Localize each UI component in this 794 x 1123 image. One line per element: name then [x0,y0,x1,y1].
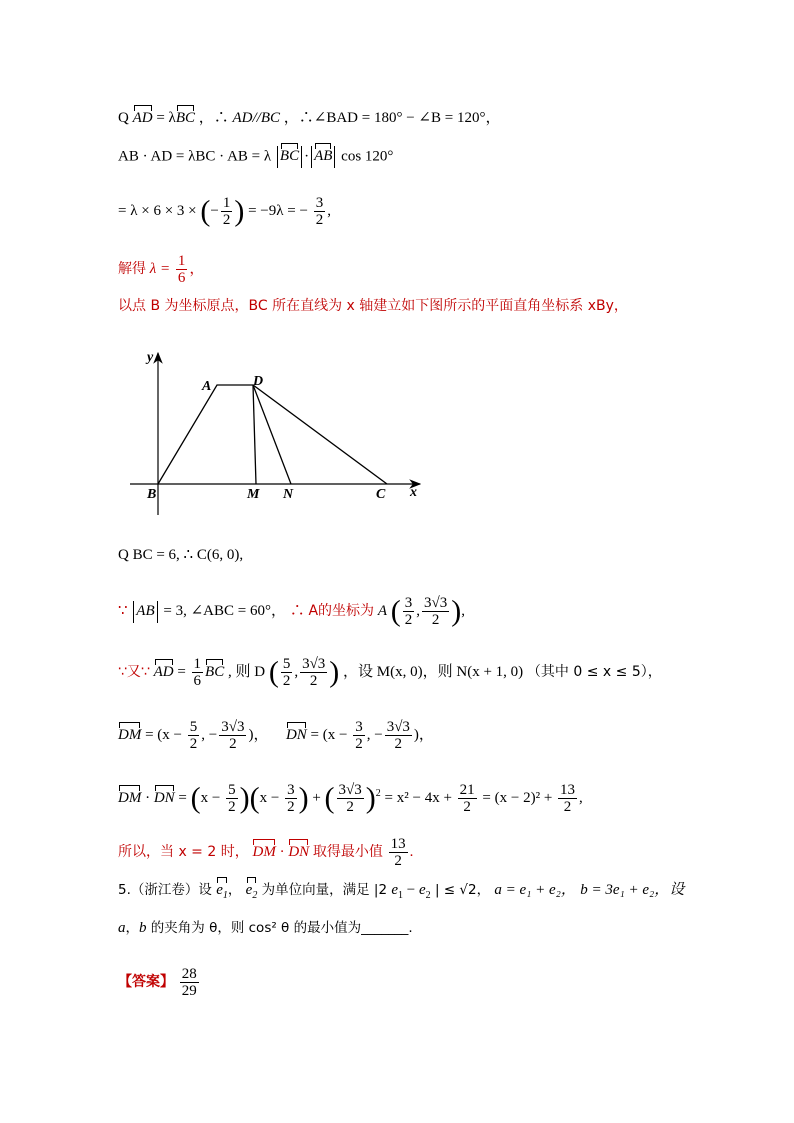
vector-ad: AD [132,110,153,126]
abs-ab: AB [136,602,155,619]
neg-half-num: 1 [222,195,231,211]
therefore-symbol: ∴ [289,602,305,619]
step-2: AB · AD = λBC · AB = λ BC · AB cos 120° [118,146,393,168]
p5-comma: ， [227,882,242,898]
c-num: 3√3 [338,782,362,798]
p5-intro: 5.（浙江卷）设 [118,882,212,898]
dn-y-den: 2 [394,736,403,752]
step-11: 所以，当 x = 2 时， DM · DN 取得最小值 $\frac{13}{2}$ . [118,836,414,869]
p5-condition-a: 为单位向量，满足 |2 [261,882,388,898]
dot-product-lhs: AB · AD = λBC · AB = λ [118,148,272,165]
p5-question: 的夹角为 θ，则 cos² θ 的最小值为_______. [150,920,413,936]
cos-term: cos 120° [341,148,394,165]
step-10: DM · DN = (x − $\frac{5}{2}$ )(x − $\frac{3}{2}$ ) + ( $\frac{3√3}{2}$ )$^2$ = x² − 4x + $\frac{21}{2}$ = (x − 2)² + $\frac{13}{2}$ , [118,781,583,815]
step-5: 以点 B 为坐标原点，BC 所在直线为 x 轴建立如下图所示的平面直角坐标系 xBy， [118,298,628,314]
ratio-den: 6 [193,673,202,689]
step8-eq: = [177,663,186,680]
dm-x-den: 2 [189,736,198,752]
step-9: DM = (x − $\frac{5}{2}$ , − $\frac{3√3}{2}$ )， DN = (x − $\frac{3}{2}$ , − $\frac{3√3}{2}$ )， [118,719,434,752]
label-m: M [247,487,260,502]
step-3: = λ × 6 × 3 × (− $\frac{1}{2}$ ) = −9λ = − $\frac{3}{2}$ , [118,194,331,228]
v-num: 13 [560,782,576,798]
problem-5-line2: a，b 的夹角为 θ，则 cos² θ 的最小值为_______. [118,920,413,936]
ratio-num: 1 [193,656,202,672]
a-num: 5 [228,782,236,798]
segment-dm [253,385,256,484]
label-y: y [147,350,154,365]
b-den: 2 [287,799,295,815]
step3-suffix: , [327,202,331,219]
label-d: D [253,374,264,389]
then-d: , 则 D [227,663,266,680]
vector-dn-2: DN [153,789,175,806]
dn-y-num: 3√3 [386,719,410,735]
result-num: 3 [315,195,324,211]
conclusion-text1: 所以，当 x = 2 时， [118,843,249,860]
x-range: （其中 0 ≤ x ≤ 5）， [526,663,662,680]
dm-x-num: 5 [189,719,198,735]
trapezoid-figure [125,345,435,520]
angle-equation: ∠BAD = 180° − ∠B = 120° [313,110,486,126]
point-a: A [377,602,387,619]
q-den: 2 [463,799,471,815]
answer-label: 【答案】 [118,973,174,990]
ay-num: 3√3 [423,595,448,611]
vector-dm: DM [118,726,142,743]
b-num: 3 [287,782,295,798]
step10-suffix: , [579,789,583,806]
vector-dn-3: DN [288,843,310,860]
set-m: ，设 M(x, 0)，则 N(x + 1, 0) [343,663,524,680]
dm-mid: , − [201,726,218,743]
label-b: B [147,487,157,502]
c-den: 2 [346,799,354,815]
vector-dm-2: DM [118,789,142,806]
a-den: 2 [228,799,236,815]
dy-num: 3√3 [302,656,326,672]
coord-label: A的坐标为 [308,602,375,619]
dn-eq: = (x − [310,726,348,743]
dm-eq: = (x − [145,726,182,743]
answer [118,966,201,999]
step7-suffix: , [461,602,465,619]
dn-x-den: 2 [355,736,363,752]
p5-b-def: b = 3e₁ + e₂，设 [580,882,685,898]
answer-num: 28 [181,966,197,982]
label-n: N [283,487,294,502]
dn-x-num: 3 [355,719,363,735]
label-x: x [410,485,417,500]
step-7: ∵ AB = 3, ∠ABC = 60°， ∴ A的坐标为 A ( $\frac{3}{2}$ , $\frac{3√3}{2}$ ), [118,594,465,628]
ax-num: 3 [404,595,413,611]
lambda-num: 1 [177,253,186,269]
v-den: 2 [563,799,572,815]
p5-condition-b: | ≤ √2， [434,882,491,898]
lambda-den: 6 [177,270,186,286]
label-a: A [202,379,212,394]
ax-den: 2 [404,612,413,628]
vector-dm-3: DM [252,843,276,860]
quad-expansion: = x² − 4x + [384,789,452,806]
label-c: C [376,487,386,502]
dx-num: 5 [282,656,291,672]
dm-y-den: 2 [229,736,237,752]
step-6: Q BC = 6, ∴ C(6, 0), [118,547,244,563]
neg-half-den: 2 [222,212,231,228]
result-den: 2 [315,212,324,228]
step7-mid: = 3, ∠ABC = 60°， [163,602,286,619]
problem-5-line1: 5.（浙江卷）设 $e_1$， $e_2$ 为单位向量，满足 |2 $e_1 - e_2$ | ≤ √2， a = e₁ + e₂， b = 3e₁ + e₂，设 [118,880,684,906]
step11-suffix: . [409,843,414,860]
step-4: 解得 λ = $\frac{1}{6}$ ， [118,253,205,286]
step3-mid: = −9λ = − [248,202,308,219]
dx-den: 2 [282,673,291,689]
step3-prefix: = λ × 6 × 3 × [118,202,197,219]
p5-a-def: a = e₁ + e₂， [494,882,576,898]
lambda-symbol: λ = [149,260,171,277]
solve-label: 解得 [118,260,146,277]
conclusion-text2: 取得最小值 [312,843,383,860]
dm-y-num: 3√3 [221,719,245,735]
segment-dn [253,385,291,484]
step-1: Q AD = λBC ，∴ AD//BC ，∴∠BAD = 180° − ∠B = 120°， [118,110,501,126]
dn-mid: , − [366,726,383,743]
vector-bc-2: BC [205,663,225,680]
vertex-form: = (x − 2)² + [482,789,553,806]
parallel-statement: AD//BC [232,110,281,126]
dy-den: 2 [309,673,318,689]
vector-dn: DN [285,726,307,743]
vector-bc: BC [175,110,195,126]
q-num: 21 [459,782,475,798]
answer-den: 29 [181,983,197,999]
step8-prefix: ∵又∵ [118,663,150,680]
min-den: 2 [394,853,402,869]
ay-den: 2 [431,612,440,628]
because-symbol: ∵ [118,602,128,619]
step-8: ∵又∵ AD = $\frac{1}{6}$ BC , 则 D ( $\frac{5}{2}$ , $\frac{3√3}{2}$ ) ，设 M(x, 0)，则 N(x + 1, 0) （其中 0 ≤ x ≤ 5）， [118,655,662,689]
min-num: 13 [390,836,406,852]
vector-ad-2: AD [153,663,174,680]
